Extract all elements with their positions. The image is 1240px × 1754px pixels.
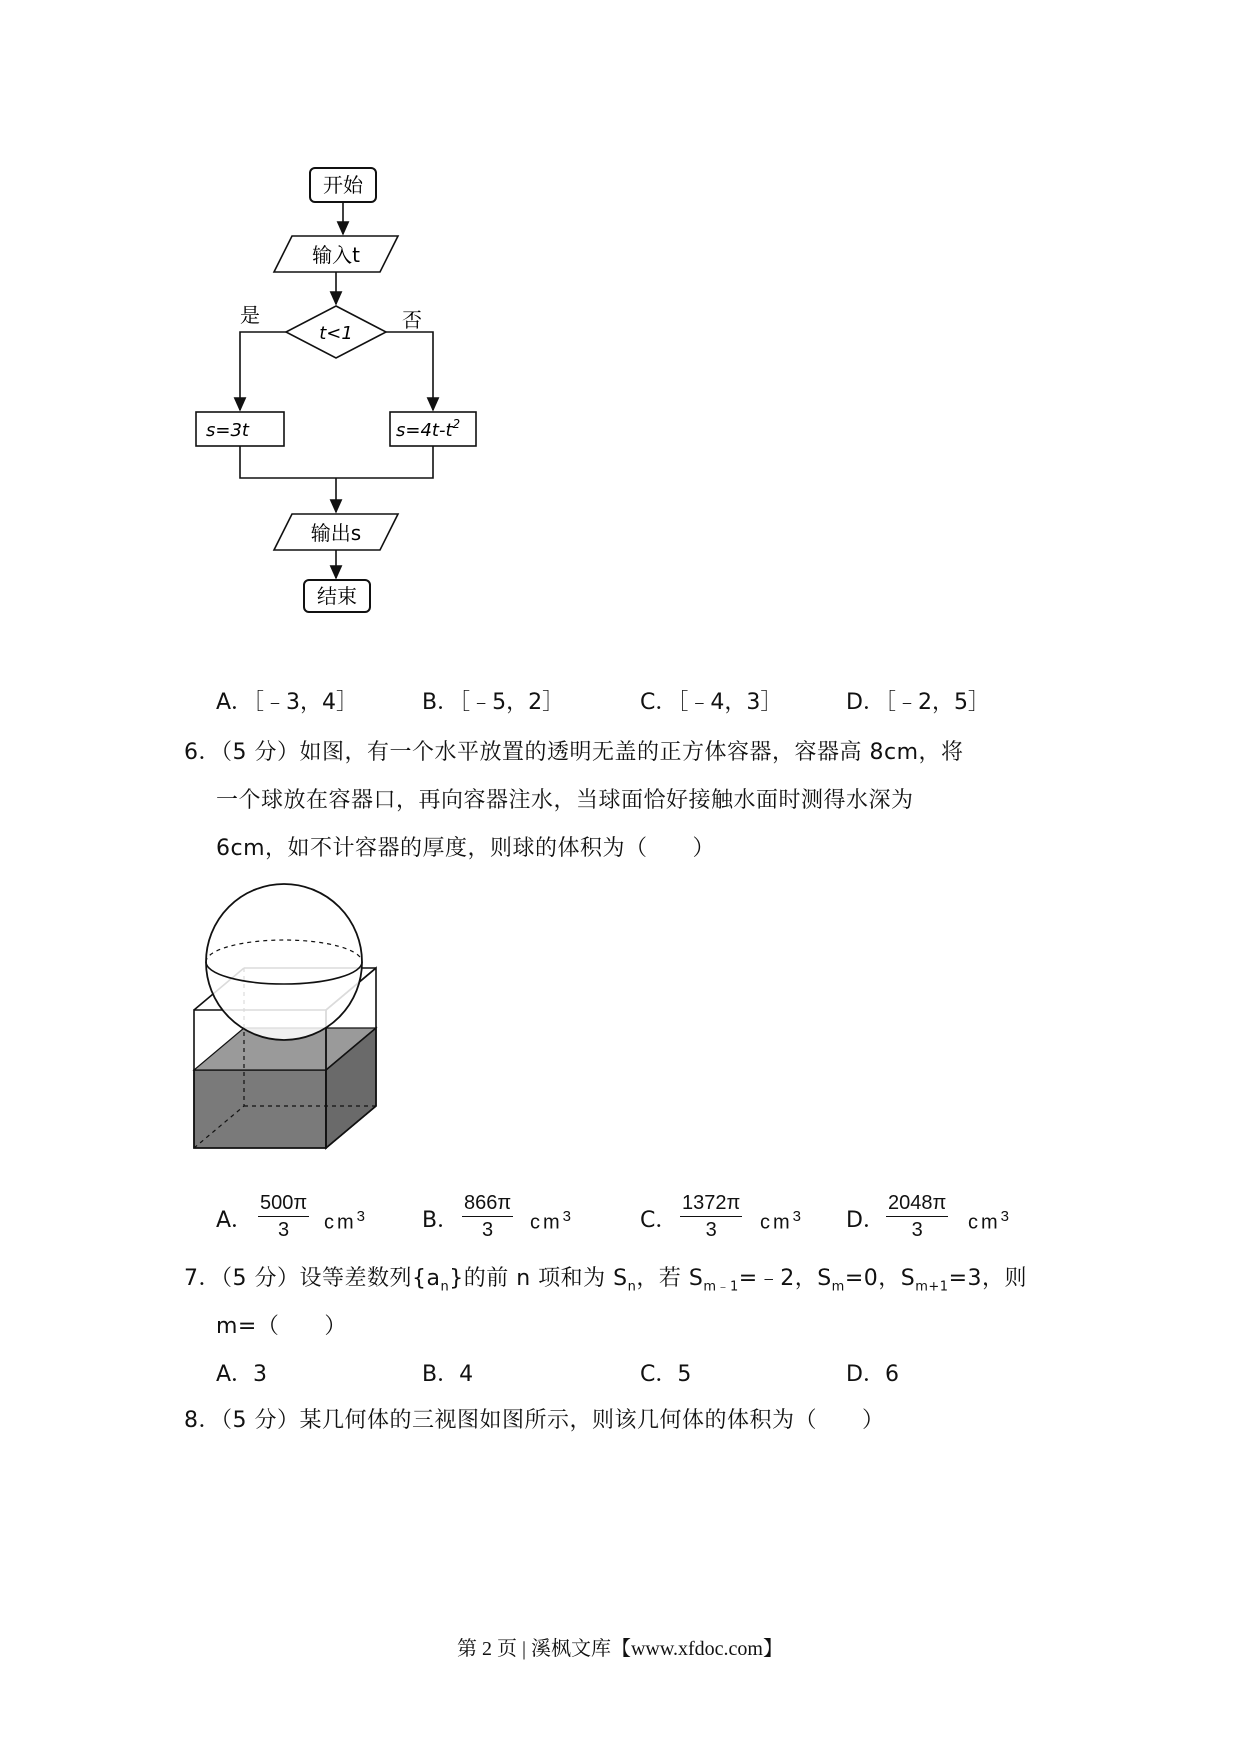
q6-option-a-unit: $cm^3$ [324, 1208, 366, 1234]
q6-option-c-fraction: 1372π 3 [682, 1192, 741, 1241]
water-front [194, 1070, 326, 1148]
q7-line-1: 7．（5 分）设等差数列$\{a_n\}$的前 n 项和为 $S_n$，若 $S_{m﹣1}=﹣2$，$S_m=0$，$S_{m+1}=3$，则 [184, 1266, 1028, 1295]
q5-option-c: C．［﹣4，3］ [640, 690, 783, 715]
q5-option-d: D．［﹣2，5］ [846, 690, 990, 715]
q6-option-d-letter: D． [846, 1208, 885, 1233]
q6-option-b-fraction: 866π 3 [464, 1192, 512, 1241]
q6-line-3: 6cm，如不计容器的厚度，则球的体积为（ ） [216, 836, 716, 861]
flow-no-label: 否 [402, 308, 422, 332]
flow-yes-label: 是 [240, 303, 260, 327]
q7-line-2: m=（ ） [216, 1314, 347, 1339]
q6-option-b-unit: $cm^3$ [530, 1208, 572, 1234]
flow-output-label: 输出s [310, 521, 362, 545]
sphere [206, 884, 362, 1040]
q7-option-d: D．6 [846, 1362, 899, 1387]
flow-input-label: 输入t [312, 243, 360, 267]
q6-option-a-fraction: 500π 3 [260, 1192, 308, 1241]
q6-option-d-fraction: 2048π 3 [888, 1192, 947, 1241]
q6-option-c-unit: $cm^3$ [760, 1208, 802, 1234]
q7-option-a: A．3 [216, 1362, 268, 1387]
q6-option-c-letter: C． [640, 1208, 678, 1233]
flow-decision-label: t<1 [319, 323, 353, 344]
q6-line-1: 6．（5 分）如图，有一个水平放置的透明无盖的正方体容器，容器高 8cm，将 [184, 740, 964, 765]
q5-option-b: B．［﹣5，2］ [422, 690, 565, 715]
q6-line-2: 一个球放在容器口，再向容器注水，当球面恰好接触水面时测得水深为 [216, 788, 914, 813]
flow-start-label: 开始 [323, 173, 363, 197]
flow-end-label: 结束 [317, 584, 357, 608]
q6-option-a-letter: A． [216, 1208, 254, 1233]
page-footer: 第 2 页 | 溪枫文库【www.xfdoc.com】 [456, 1638, 783, 1660]
q6-option-b-letter: B． [422, 1208, 460, 1233]
q5-option-a: A．［﹣3，4］ [216, 690, 359, 715]
q7-option-c: C．5 [640, 1362, 692, 1387]
cube-sphere-figure [186, 880, 386, 1160]
flow-no-box-label: $s=4t-t^2$ [396, 417, 461, 441]
q7-option-b: B．4 [422, 1362, 474, 1387]
flow-yes-box-label: s=3t [206, 420, 249, 441]
flowchart-figure [180, 160, 480, 660]
q6-option-d-unit: $cm^3$ [968, 1208, 1010, 1234]
q8-line-1: 8．（5 分）某几何体的三视图如图所示，则该几何体的体积为（ ） [184, 1408, 885, 1433]
